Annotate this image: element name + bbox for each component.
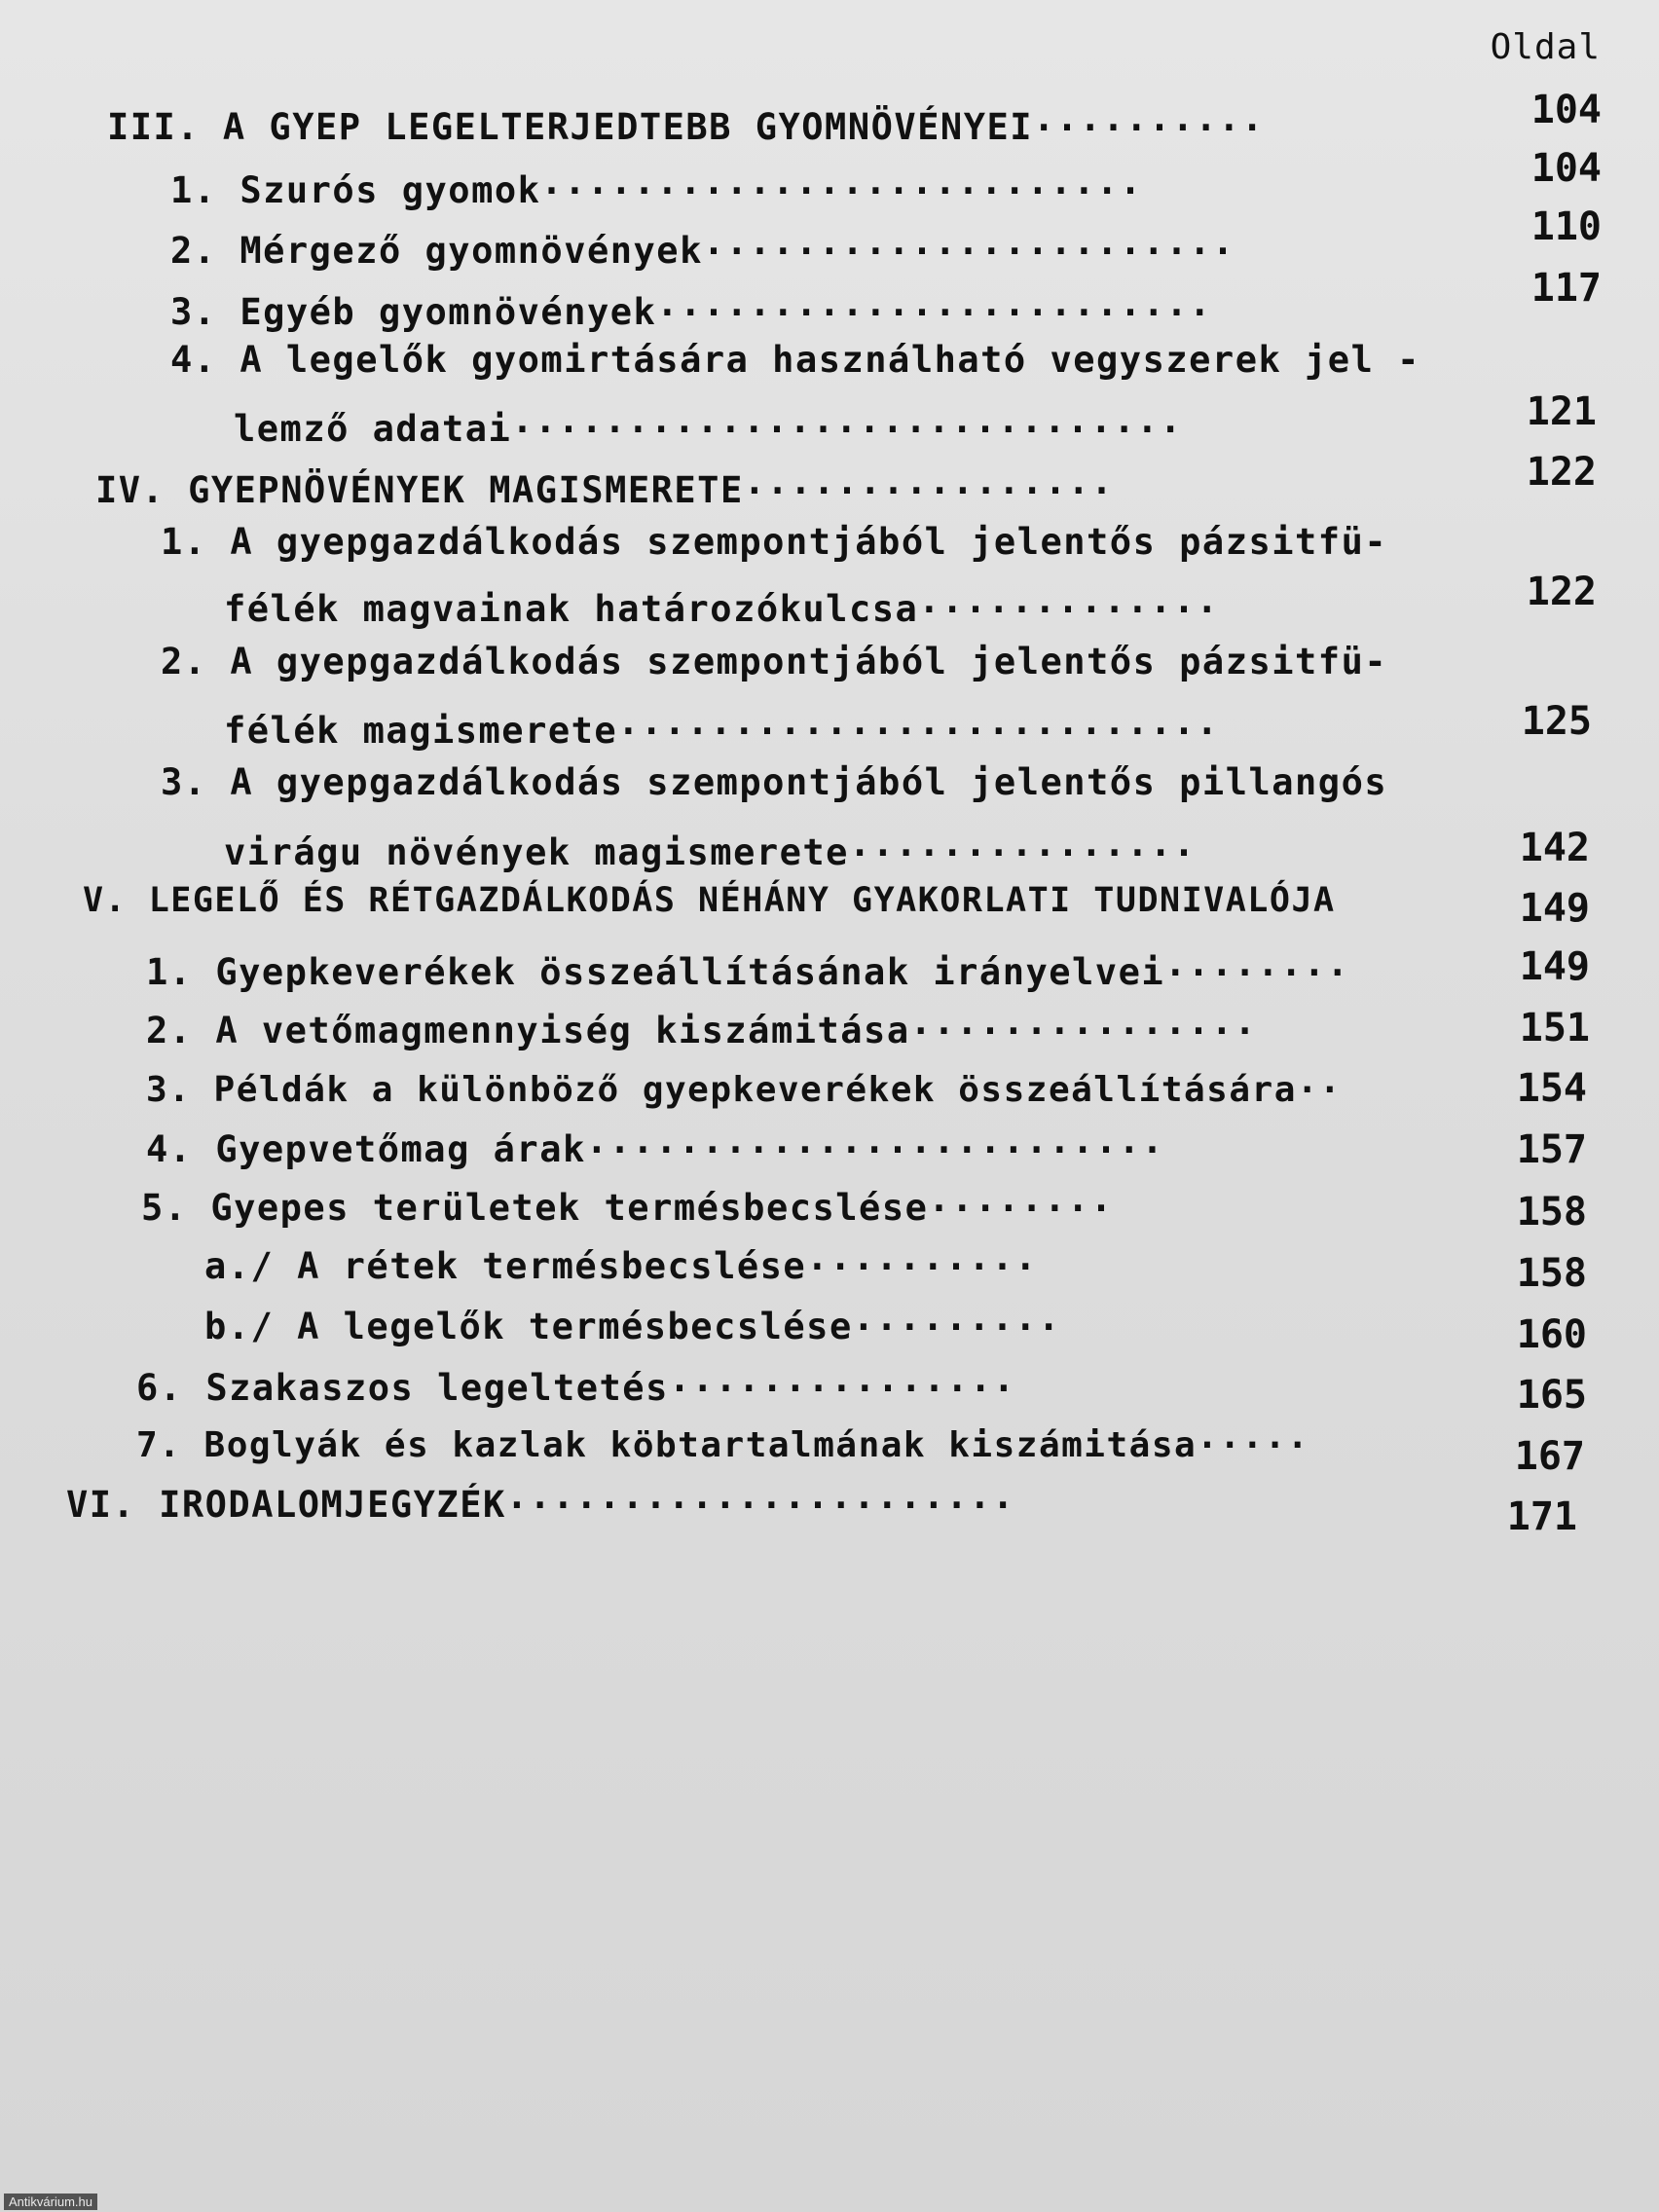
toc-entry-iv-1-cont	[224, 579, 1449, 630]
toc-entry-leader: .......................	[702, 221, 1235, 263]
toc-entry-text: 2. A gyepgazdálkodás szempontjából jelentős pázsitfü-	[161, 641, 1388, 682]
toc-entry-v-6	[136, 1358, 1441, 1409]
toc-entry-page: 165	[1516, 1373, 1587, 1418]
toc-entry-text: V. LEGELŐ ÉS RÉTGAZDÁLKODÁS NÉHÁNY GYAKORLATI TUDNIVALÓJA	[83, 881, 1336, 920]
toc-entry-iv-1	[161, 521, 1456, 571]
toc-entry-iii-3	[170, 282, 1451, 333]
toc-entry-page: 160	[1516, 1312, 1587, 1357]
toc-entry-leader: ......................	[505, 1475, 1015, 1517]
toc-entry-leader: ...............	[848, 823, 1197, 865]
toc-entry-text: 4. Gyepvetőmag árak	[146, 1128, 586, 1170]
toc-entry-vi	[66, 1475, 1439, 1526]
toc-entry-v	[83, 881, 1456, 932]
toc-entry-text: félék magismerete	[224, 710, 618, 752]
toc-entry-leader: ..	[1296, 1061, 1343, 1101]
toc-entry-text: virágu növények magismerete	[224, 831, 849, 873]
toc-entry-page: 151	[1519, 1006, 1590, 1051]
toc-entry-leader: ........	[1164, 942, 1350, 984]
toc-entry-v-1	[146, 942, 1446, 993]
watermark: Antikvárium.hu	[4, 2194, 97, 2210]
toc-entry-leader: ................	[743, 461, 1115, 502]
toc-entry-text: III. A GYEP LEGELTERJEDTEBB GYOMNÖVÉNYEI	[107, 106, 1034, 148]
toc-entry-v-3	[146, 1061, 1446, 1112]
toc-entry-page: 122	[1526, 450, 1597, 495]
toc-entry-page: 110	[1530, 204, 1602, 249]
toc-entry-v-5	[141, 1178, 1441, 1229]
toc-entry-iv-2	[161, 641, 1456, 691]
toc-entry-text: 5. Gyepes területek termésbecslése	[141, 1187, 929, 1229]
toc-entry-iii	[107, 97, 1451, 148]
toc-entry-page: 104	[1530, 146, 1602, 191]
toc-entry-iii-4-cont	[234, 399, 1451, 450]
toc-entry-page: 121	[1526, 389, 1597, 434]
toc-entry-leader: ..........................	[617, 701, 1220, 743]
toc-entry-text: 7. Boglyák és kazlak köbtartalmának kiszámitása	[136, 1425, 1198, 1465]
toc-entry-leader: .........	[852, 1297, 1061, 1339]
toc-entry-text: 2. Mérgező gyomnövények	[170, 230, 703, 272]
toc-entry-leader: ...............	[909, 1001, 1258, 1043]
toc-entry-iv-3	[161, 761, 1456, 812]
toc-entry-leader: ..........	[1033, 97, 1265, 139]
toc-entry-iii-2	[170, 221, 1451, 272]
toc-entry-text: 3. A gyepgazdálkodás szempontjából jelentős pillangós	[161, 761, 1388, 803]
toc-entry-leader: ..........	[806, 1236, 1038, 1278]
toc-entry-text: 3. Példák a különböző gyepkeverékek összeállítására	[146, 1070, 1297, 1110]
toc-entry-v-4	[146, 1120, 1446, 1170]
toc-entry-v-5-a	[204, 1236, 1441, 1287]
toc-entry-text: 1. A gyepgazdálkodás szempontjából jelentős pázsitfü-	[161, 521, 1388, 563]
toc-entry-page: 104	[1530, 88, 1602, 132]
toc-entry-text: a./ A rétek termésbecslése	[204, 1245, 807, 1287]
toc-entry-text: 6. Szakaszos legeltetés	[136, 1367, 669, 1409]
toc-entry-leader: .............	[918, 579, 1220, 621]
toc-entry-iii-4	[170, 339, 1465, 389]
toc-entry-leader: .....	[1197, 1417, 1310, 1456]
toc-entry-text: lemző adatai	[234, 408, 512, 450]
toc-entry-page: 142	[1519, 826, 1590, 870]
toc-entry-page: 158	[1516, 1251, 1587, 1296]
toc-entry-text: félék magvainak határozókulcsa	[224, 588, 919, 630]
toc-entry-page: 171	[1506, 1494, 1577, 1539]
toc-entry-text: 2. A vetőmagmennyiség kiszámitása	[146, 1010, 910, 1051]
toc-entry-page: 167	[1514, 1434, 1585, 1479]
toc-entry-leader: .........................	[585, 1120, 1165, 1161]
toc-entry-v-5-b	[204, 1297, 1441, 1347]
toc-entry-leader: ........	[928, 1178, 1114, 1220]
toc-entry-text: VI. IRODALOMJEGYZÉK	[66, 1484, 506, 1526]
toc-entry-iii-1	[170, 161, 1451, 211]
toc-entry-leader: ........................	[656, 282, 1212, 324]
toc-entry-v-7	[136, 1417, 1441, 1467]
toc-entry-page: 149	[1519, 944, 1590, 989]
toc-entry-iv-2-cont	[224, 701, 1449, 752]
toc-entry-page: 122	[1526, 570, 1597, 614]
toc-entry-text: 4. A legelők gyomirtására használható vegyszerek jel -	[170, 339, 1420, 381]
toc-entry-text: 3. Egyéb gyomnövények	[170, 291, 657, 333]
page-column-label: Oldal	[1490, 27, 1601, 67]
toc-entry-leader: ..........................	[540, 161, 1143, 203]
toc-entry-page: 157	[1516, 1127, 1587, 1172]
toc-entry-leader: .............................	[511, 399, 1183, 441]
toc-entry-text: b./ A legelők termésbecslése	[204, 1306, 853, 1347]
toc-entry-page: 149	[1519, 886, 1590, 931]
toc-entry-page: 158	[1516, 1190, 1587, 1235]
toc-entry-leader: ...............	[668, 1358, 1016, 1400]
toc-entry-text: IV. GYEPNÖVÉNYEK MAGISMERETE	[95, 469, 744, 511]
toc-entry-v-2	[146, 1001, 1446, 1051]
toc-entry-iv-3-cont	[224, 823, 1449, 873]
toc-entry-text: 1. Szurós gyomok	[170, 169, 541, 211]
toc-entry-page: 117	[1530, 266, 1602, 311]
toc-entry-iv	[95, 461, 1449, 511]
toc-entry-page: 154	[1516, 1066, 1587, 1111]
toc-entry-text: 1. Gyepkeverékek összeállításának irányelvei	[146, 951, 1165, 993]
toc-entry-page: 125	[1521, 699, 1592, 744]
